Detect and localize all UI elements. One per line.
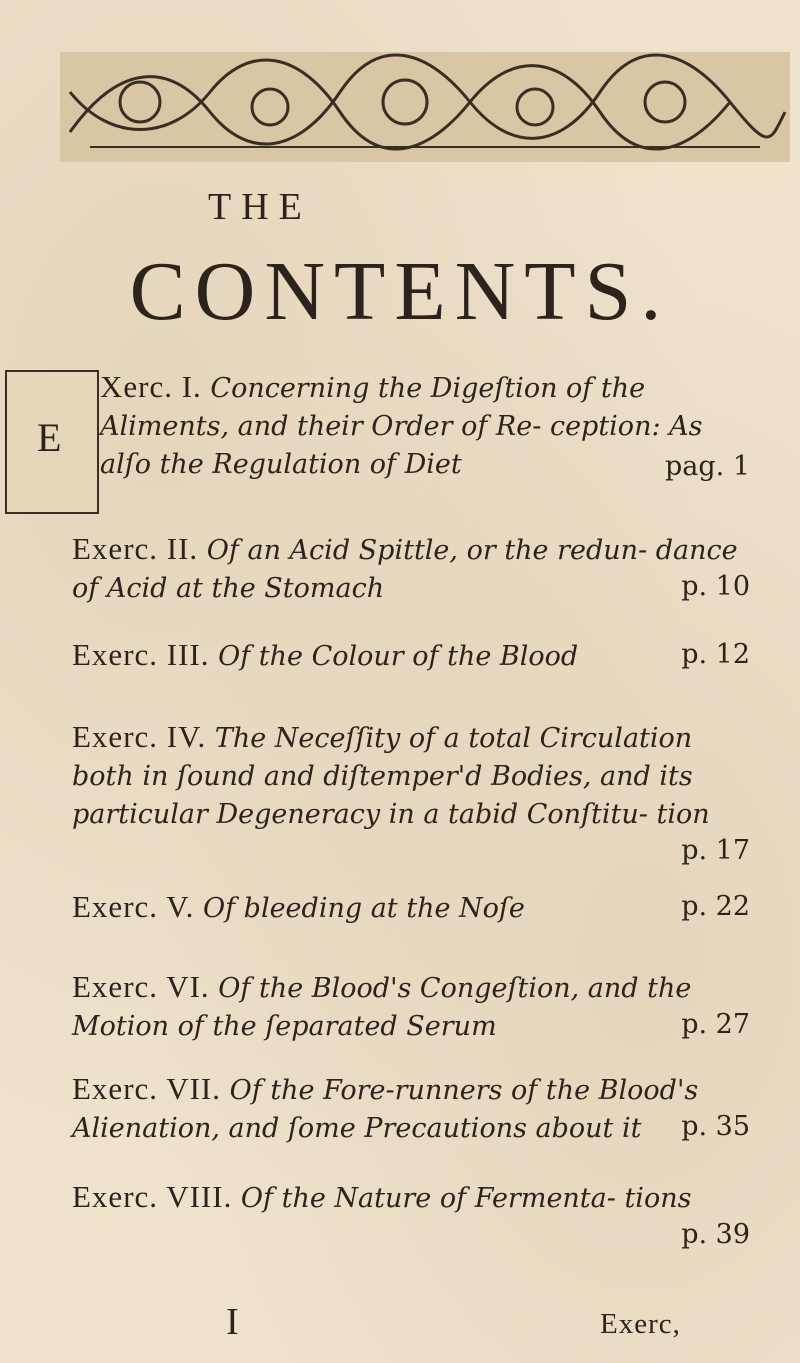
entry-page: p. 35: [681, 1111, 750, 1142]
drop-cap: [5, 370, 99, 514]
entry-page: p. 39: [681, 1219, 750, 1250]
ornament-headpiece: [60, 52, 790, 162]
entry-heading: Xerc. I.: [100, 369, 202, 404]
entry-page: p. 12: [681, 639, 750, 670]
contents-heading: CONTENTS.: [129, 245, 671, 338]
entry-heading: Exerc. II.: [72, 531, 199, 566]
contents-entry: [72, 1070, 760, 1148]
entry-heading: Exerc. IV.: [72, 719, 207, 754]
entry-text: Of an Acid Spittle, or the redun- dance of Acid at the Stomach: [72, 535, 738, 604]
the-heading: THE: [208, 186, 312, 228]
entry-heading: Exerc. VIII.: [72, 1179, 233, 1214]
entry-text: Of the Fore-runners of the Blood's Alienation, and ſome Precautions about it: [72, 1075, 699, 1144]
entry-text: Of the Blood's Congeſtion, and the Motion of the ſeparated Serum: [72, 973, 692, 1042]
contents-entry: [72, 636, 760, 676]
entry-text: The Neceſſity of a total Circulation both in ſound and diſtemper'd Bodies, and its particular Degeneracy in a tabid Conſtitu- tion: [72, 723, 710, 830]
entry-page: pag. 1: [664, 451, 750, 482]
entry-heading: Exerc. V.: [72, 889, 195, 924]
entry-text: Of the Colour of the Blood: [218, 641, 579, 672]
entry-heading: Exerc. VII.: [72, 1071, 222, 1106]
contents-entry: [72, 1178, 760, 1250]
contents-entry: [100, 368, 760, 484]
entry-text: Of the Nature of Fermenta- tions: [240, 1183, 692, 1214]
contents-entry: [72, 530, 760, 608]
entry-page: p. 10: [681, 571, 750, 602]
entry-page: p. 27: [681, 1009, 750, 1040]
entry-page: p. 22: [681, 891, 750, 922]
entry-page: p. 17: [681, 835, 750, 866]
entry-text: Concerning the Digeſtion of the Aliments, and their Order of Re- ception: As alſo the Regulation of Diet: [100, 373, 703, 480]
signature-mark: I: [226, 1301, 239, 1343]
entry-text: Of bleeding at the Noſe: [202, 893, 525, 924]
entry-heading: Exerc. III.: [72, 637, 210, 672]
drop-cap-letter: E: [37, 415, 62, 460]
contents-entry: [72, 718, 760, 866]
entry-heading: Exerc. VI.: [72, 969, 210, 1004]
contents-entry: [72, 968, 760, 1046]
catchword: Exerc,: [600, 1308, 681, 1340]
contents-entry: [72, 888, 760, 928]
